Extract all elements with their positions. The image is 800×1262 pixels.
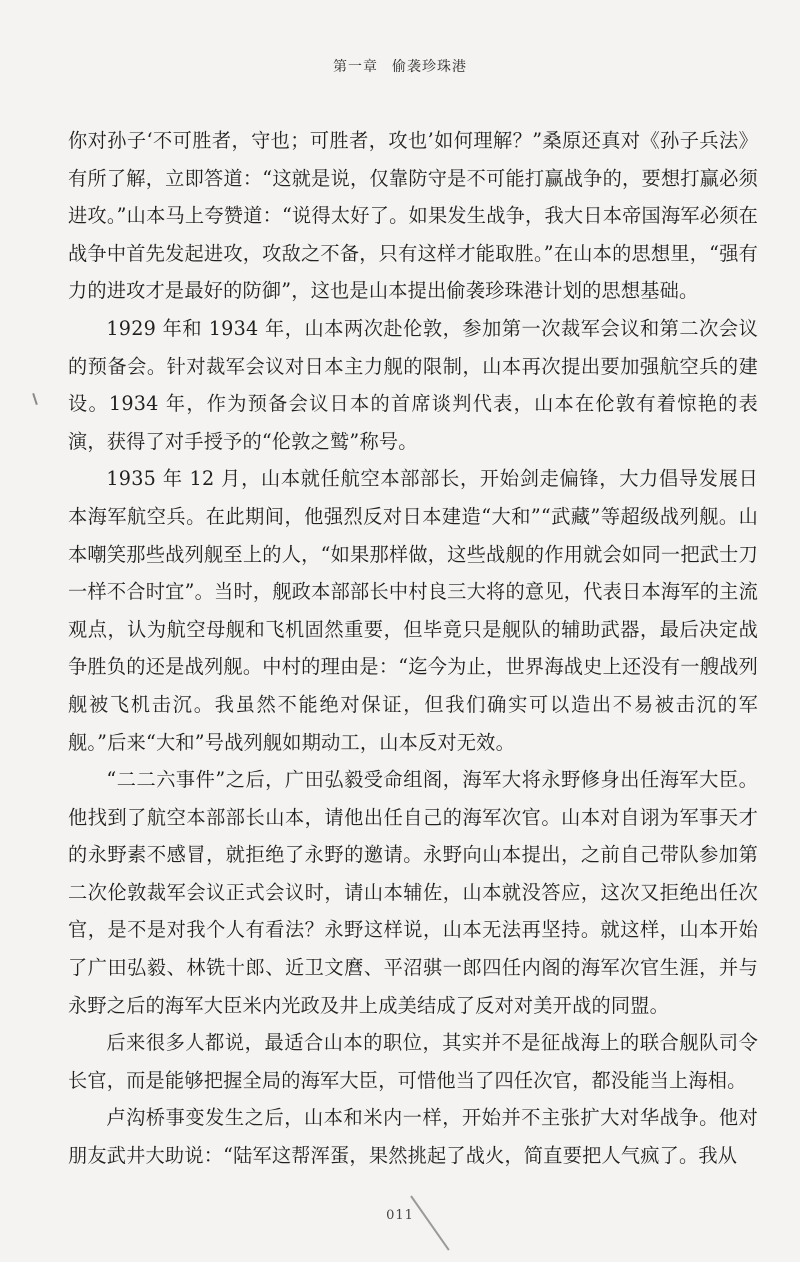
running-header <box>0 56 800 76</box>
paragraph-5: 后来很多人都说，最适合山本的职位，其实并不是征战海上的联合舰队司令长官，而是能够把握全局的海军大臣，可惜他当了四任次官，都没能当上海相。 <box>68 1031 758 1092</box>
paragraph-2: 1929 年和 1934 年，山本两次赴伦敦，参加第一次裁军会议和第二次会议的预备会。针对裁军会议对日本主力舰的限制，山本再次提出要加强航空兵的建设。1934 年，作为预备会议日本的首席谈判代表，山本在伦敦有着惊艳的表演，获得了对手授予的“伦敦之鹫”称号。 <box>68 316 758 453</box>
paragraph-4: “二二六事件”之后，广田弘毅受命组阁，海军大将永野修身出任海军大臣。他找到了航空本部部长山本，请他出任自己的海军次官。山本对自诩为军事天才的永野素不感冒，就拒绝了永野的邀请。永野向山本提出，之前自己带队参加第二次伦敦裁军会议正式会议时，请山本辅佐，山本就没答应，这次又拒绝出任次官，是不是对我个人有看法？永野这样说，山本无法再坚持。就这样，山本开始了广田弘毅、林铣十郎、近卫文麿、平沼骐一郎四任内阁的海军次官生涯，并与永野之后的海军大臣米内光政及井上成美结成了反对对美开战的同盟。 <box>68 768 758 1017</box>
paragraph-6: 卢沟桥事变发生之后，山本和米内一样，开始并不主张扩大对华战争。他对朋友武井大助说：“陆军这帮浑蛋，果然挑起了战火，简直要把人气疯了。我从 <box>68 1106 758 1168</box>
paragraph-1: 你对孙子‘不可胜者，守也；可胜者，攻也’如何理解？”桑原还真对《孙子兵法》有所了解，立即答道：“这就是说，仅靠防守是不可能打赢战争的，要想打赢必须进攻。”山本马上夸赞道：“说得太好了。如果发生战争，我大日本帝国海军必须在战争中首先发起进攻，攻敌之不备，只有这样才能取胜。”在山本的思想里，“强有力的进攻才是最好的防御”，这也是山本提出偷袭珍珠港计划的思想基础。 <box>68 129 758 303</box>
scan-artifact-line <box>410 1195 449 1250</box>
page-number: 011 <box>386 1208 414 1223</box>
scan-artifact-mark <box>32 393 38 405</box>
chapter-label: 第一章 <box>333 59 378 75</box>
chapter-title: 偷袭珍珠港 <box>392 59 467 75</box>
paragraph-3: 1935 年 12 月，山本就任航空本部部长，开始剑走偏锋，大力倡导发展日本海军航空兵。在此期间，他强烈反对日本建造“大和”“武藏”等超级战列舰。山本嘲笑那些战列舰至上的人，“如果那样做，这些战舰的作用就会如同一把武士刀一样不合时宜”。当时，舰政本部部长中村良三大将的意见，代表日本海军的主流观点，认为航空母舰和飞机固然重要，但毕竟只是舰队的辅助武器，最后决定战争胜负的还是战列舰。中村的理由是：“迄今为止，世界海战史上还没有一艘战列舰被飞机击沉。我虽然不能绝对保证，但我们确实可以造出不易被击沉的军舰。”后来“大和”号战列舰如期动工，山本反对无效。 <box>68 467 758 754</box>
body-text <box>68 122 758 1175</box>
